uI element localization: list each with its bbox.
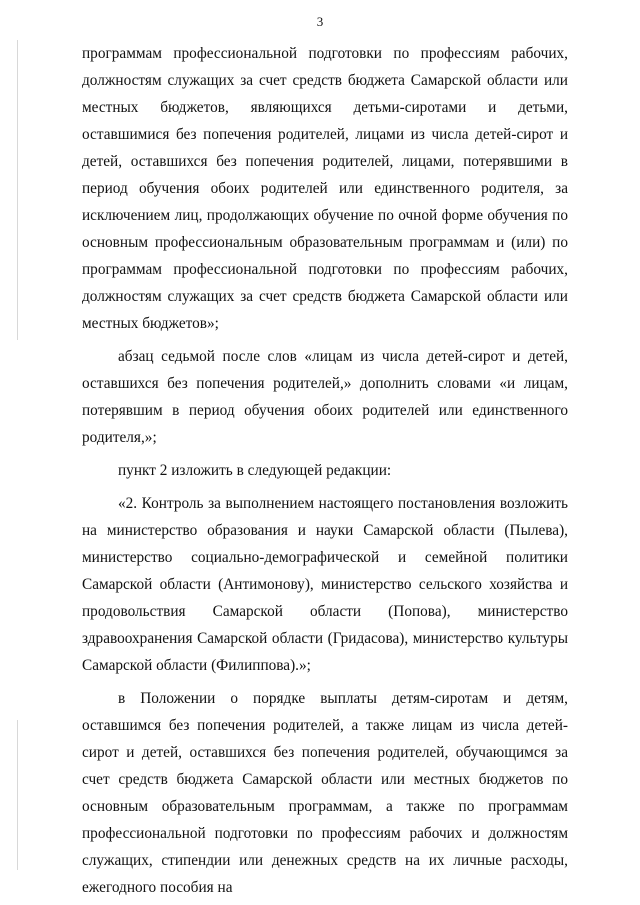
page-number: 3	[316, 14, 324, 29]
paragraph: пункт 2 изложить в следующей редакции:	[118, 462, 392, 479]
scan-margin-line	[17, 40, 18, 340]
paragraph: абзац седьмой после слов «лицам из числа детей-сирот и детей, оставшихся без попечения родителей,» дополнить словами «и лицам, потерявшим в период обучения обоих родителей или единственного родителя,»;	[82, 348, 568, 446]
scan-margin-line	[17, 720, 18, 870]
paragraph: в Положении о порядке выплаты детям-сиротам и детям, оставшимся без попечения родителей, а также лицам из числа детей-сирот и детей, оставшихся без попечения родителей, обучающимся за счет средств бюджета Самарской области или местных бюджетов по основным образовательным программам, а также по программам профессиональной подготовки по профессиям рабочих и должностям служащих, стипендии или денежных средств на их личные расходы, ежегодного пособия на	[82, 690, 568, 896]
paragraph: «2. Контроль за выполнением настоящего постановления возложить на министерство образования и науки Самарской области (Пылева), министерство социально-демографической и семейной политики Самарской области (Антимонову), министерство сельского хозяйства и продовольствия Самарской области (Попова), министерство здравоохранения Самарской области (Гридасова), министерство культуры Самарской области (Филиппова).»;	[82, 495, 568, 674]
paragraph: программам профессиональной подготовки по профессиям рабочих, должностям служащих за счет средств бюджета Самарской области или местных бюджетов, являющихся детьми-сиротами и детьми, оставшимися без попечения родителей, лицами из числа детей-сирот и детей, оставшихся без попечения родителей, лицами, потерявшими в период обучения обоих родителей или единственного родителя, за исключением лиц, продолжающих обучение по очной форме обучения по основным профессиональным образовательным программам и (или) по программам профессиональной подготовки по профессиям рабочих, должностям служащих за счет средств бюджета Самарской области или местных бюджетов»;	[82, 45, 568, 332]
document-body	[82, 40, 568, 901]
